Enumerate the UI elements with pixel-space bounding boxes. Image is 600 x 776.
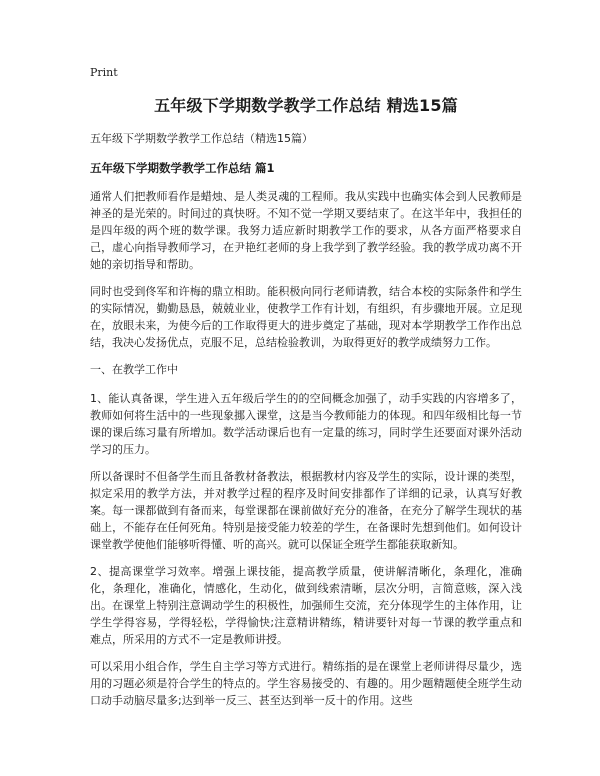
- paragraph-intro: 通常人们把教师看作是蜡烛、是人类灵魂的工程师。我从实践中也确实体会到人民教师是神圣的是光荣的。时间过的真快呀。不知不觉一学期又要结束了。在这半年中，我担任的是四年级的两个班的数学课。我努力适应新时期教学工作的要求，从各方面严格要求自己，虚心向指导教师学习，在尹艳红老师的身上我学到了教学经验。我的教学成功离不开她的亲切指导和帮助。: [90, 190, 522, 271]
- document-subtitle: 五年级下学期数学教学工作总结（精选15篇）: [90, 132, 313, 145]
- section-heading: 五年级下学期数学教学工作总结 篇1: [90, 161, 275, 175]
- paragraph-prep-details: 所以备课时不但备学生而且备教材备教法，根据教材内容及学生的实际，设计课的类型，拟定采用的教学方法，并对教学过程的程序及时间安排都作了详细的记录，认真写好教案。每一课都做到有备而来，每堂课都在课前做好充分的准备，在充分了解学生现状的基础上，不能存在任何死角。特别是接受能力较差的学生，在备课时先想到他们。如何设计课堂教学使他们能够听得懂、听的高兴。就可以保证全班学生都能获取新知。: [90, 470, 522, 551]
- document-page: [90, 66, 522, 719]
- document-title: 五年级下学期数学教学工作总结 精选15篇: [154, 96, 458, 115]
- print-link[interactable]: Print: [90, 66, 118, 79]
- paragraph-colleagues: 同时也受到佟军和许梅的鼎立相助。能积极向同行老师请教，结合本校的实际条件和学生的实际情况，勤勤恳恳，兢兢业业，使教学工作有计划，有组织，有步骤地开展。立足现在，放眼未来，为使今后的工作取得更大的进步奠定了基础，现对本学期教学工作作出总结，我决心发扬优点，克服不足，总结检验教训，为取得更好的教学成绩努力工作。: [90, 285, 522, 349]
- paragraph-group-work: 可以采用小组合作，学生自主学习等方式进行。精练指的是在课堂上老师讲得尽量少，选用的习题必须是符合学生的特点的。学生容易接受的、有趣的。用少题精题使全班学生动口动手动脑尽量多;达到举一反三、甚至达到举一反十的作用。这些: [90, 660, 522, 707]
- paragraph-heading-teaching-work: 一、在教学工作中: [90, 363, 178, 376]
- paragraph-lesson-prep: 1、能认真备课，学生进入五年级后学生的的空间概念加强了，动手实践的内容增多了，教师如何将生活中的一些现象挪入课堂，这是当今教师能力的体现。和四年级相比每一节课的课后练习量有所增加。数学活动课后也有一定量的练习，同时学生还要面对课外活动学习的压力。: [90, 392, 522, 456]
- paragraph-classroom-efficiency: 2、提高课堂学习效率。增强上课技能，提高教学质量，使讲解清晰化，条理化，准确化，条理化，准确化，情感化，生动化，做到线索清晰，层次分明，言简意赅，深入浅出。在课堂上特别注意调动学生的积极性，加强师生交流，充分体现学生的主体作用，让学生学得容易，学得轻松，学得愉快;注意精讲精练，精讲要针对每一节课的教学重点和难点，所采用的方式不一定是教师讲授。: [90, 565, 522, 646]
